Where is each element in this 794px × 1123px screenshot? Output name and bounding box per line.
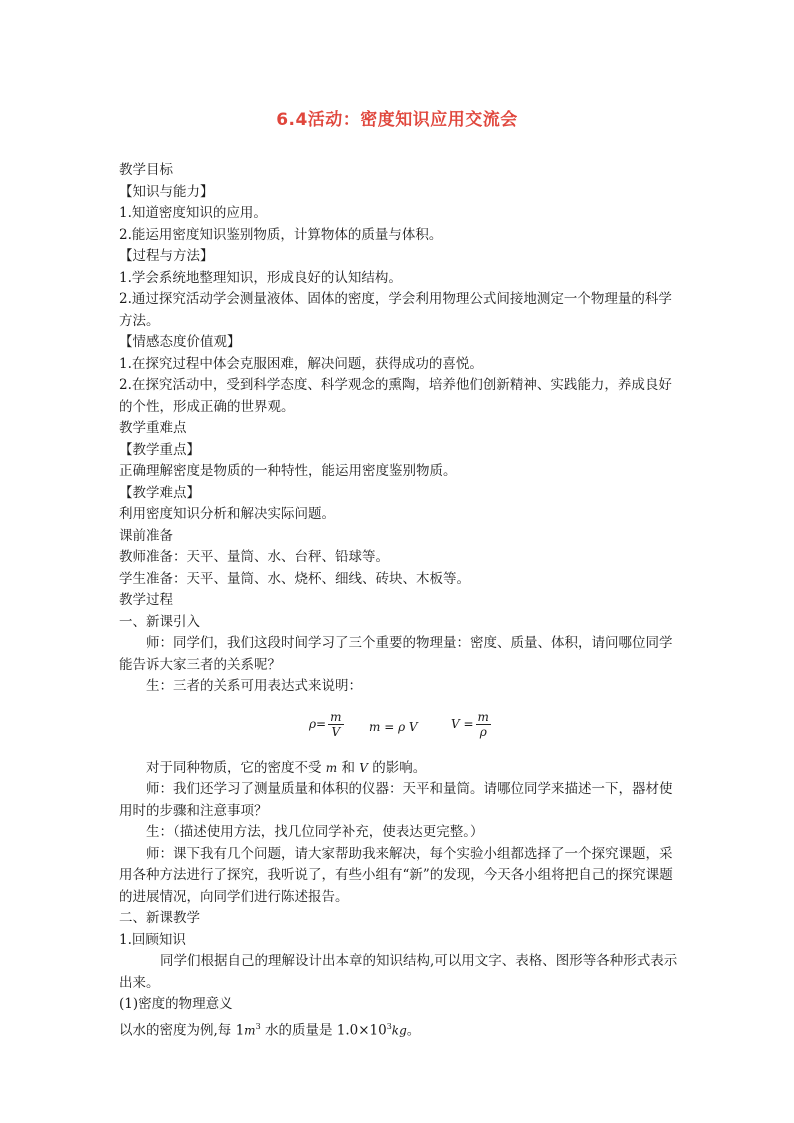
heading-objectives: 教学目标 xyxy=(119,162,173,178)
paragraph: 1.在探究过程中体会克服困难，解决问题，获得成功的喜悦。 xyxy=(119,355,483,372)
heading-key-points: 教学重难点 xyxy=(119,420,187,436)
dialog-teacher: 师：课下我有几个问题，请大家帮助我来解决，每个实验小组都选择了一个探究课题，采用各种方法进行了探究，我听说了，有些小组有“新”的发现，今天各小组将把自己的探究课题的进展情况，向同学们进行陈述报告。 xyxy=(119,845,673,905)
paragraph: 2.能运用密度知识鉴别物质，计算物体的质量与体积。 xyxy=(119,226,443,243)
document-body xyxy=(119,160,679,1042)
paragraph-water-density: 以水的密度为例,每 $1m^3$ 水的质量是 $1.0\times 10^3kg$。 xyxy=(119,1021,421,1038)
dialog-student: 生：（描述使用方法，找几位同学补充，使表达更完整。） xyxy=(146,824,484,840)
formula-density: ρ= $\frac{m}{V}$ xyxy=(309,709,342,739)
paragraph: 利用密度知识分析和解决实际问题。 xyxy=(119,506,335,522)
paragraph-review: 同学们根据自己的理解设计出本章的知识结构,可以用文字、表格、图形等各种形式表示出来。 xyxy=(119,953,678,991)
subheading-difficulty: 【教学难点】 xyxy=(119,484,200,501)
paragraph: 2.在探究活动中，受到科学态度、科学观念的熏陶，培养他们创新精神、实践能力，养成良好的个性，形成正确的世界观。 xyxy=(119,377,672,415)
paragraph: 正确理解密度是物质的一种特性，能运用密度鉴别物质。 xyxy=(119,463,457,479)
subheading-process: 【过程与方法】 xyxy=(119,248,214,264)
paragraph-density-note: 对于同种物质，它的密度不受 m 和 V 的影响。 xyxy=(146,759,427,776)
paragraph: 学生准备：天平、量筒、水、烧杯、细线、砖块、木板等。 xyxy=(119,570,470,587)
formula-mass: m = ρ V xyxy=(369,719,418,734)
item-density-meaning: (1)密度的物理意义 xyxy=(119,996,233,1012)
page-title: 6.4活动：密度知识应用交流会 xyxy=(276,110,518,130)
paragraph: 2.通过探究活动学会测量液体、固体的密度，学会利用物理公式间接地测定一个物理量的科学方法。 xyxy=(119,291,672,329)
paragraph: 1.学会系统地整理知识，形成良好的认知结构。 xyxy=(119,269,402,286)
heading-process: 教学过程 xyxy=(119,592,173,608)
subheading-knowledge: 【知识与能力】 xyxy=(119,183,214,200)
subsection-review: 1.回顾知识 xyxy=(119,931,186,948)
section-intro: 一、新课引入 xyxy=(119,613,200,630)
paragraph: 1.知道密度知识的应用。 xyxy=(119,205,267,221)
formula-volume: V = $\frac{m}{\rho}$ xyxy=(451,709,489,739)
dialog-teacher: 师：我们还学习了测量质量和体积的仪器：天平和量筒。请哪位同学来描述一下，器材使用时的步骤和注意事项？ xyxy=(119,781,673,819)
dialog-student: 生：三者的关系可用表达式来说明： xyxy=(146,678,362,694)
paragraph: 教师准备：天平、量筒、水、台秤、铅球等。 xyxy=(119,549,389,565)
subheading-attitude: 【情感态度价值观】 xyxy=(119,334,241,350)
heading-preparation: 课前准备 xyxy=(119,527,173,544)
dialog-teacher: 师：同学们，我们这段时间学习了三个重要的物理量：密度、质量、体积，请问哪位同学能告诉大家三者的关系呢？ xyxy=(119,635,673,673)
section-new-lesson: 二、新课教学 xyxy=(119,910,200,926)
subheading-focus: 【教学重点】 xyxy=(119,441,200,458)
formula-row xyxy=(119,704,679,754)
